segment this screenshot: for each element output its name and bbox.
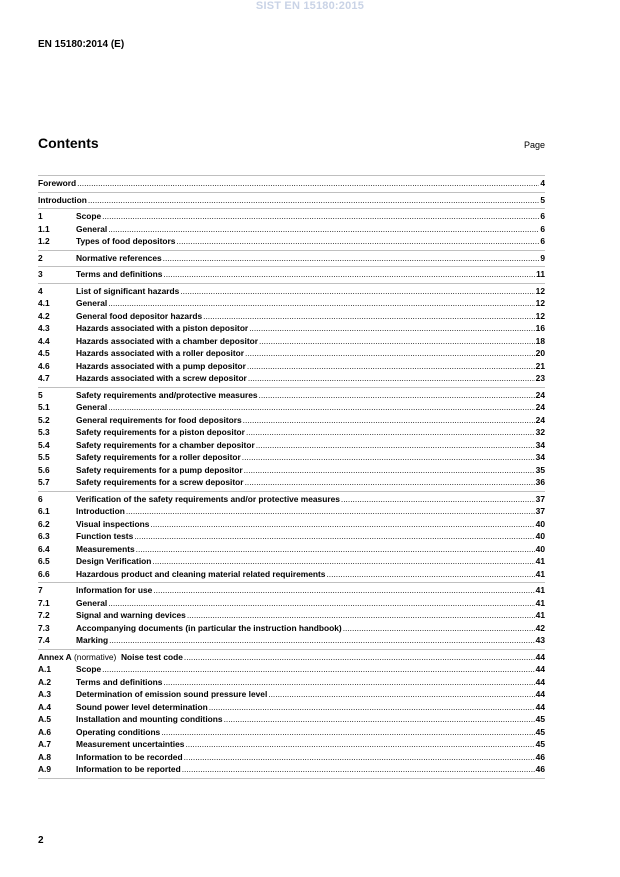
toc-leader-dots [102,210,539,223]
toc-leader-dots [341,493,535,506]
toc-leader-dots [243,414,535,427]
toc-entry-label [38,651,183,664]
toc-entry-label [76,555,151,568]
toc-leader-dots [184,651,535,664]
toc-leader-dots [248,372,535,385]
toc-entry-label-text: General [76,298,108,308]
toc-entry[interactable] [38,310,545,323]
toc-entry[interactable] [38,285,545,298]
toc-entry-number: A.9 [38,764,52,774]
toc-entry[interactable] [38,322,545,335]
toc-entry[interactable] [38,518,545,531]
toc-group [38,284,545,388]
toc-entry[interactable] [38,663,545,676]
toc-entry-label [76,414,242,427]
toc-entry[interactable] [38,360,545,373]
toc-entry-page: 44 [535,701,545,712]
toc-entry-label-text: Hazards associated with a pump depositor [76,360,246,371]
toc-entry-page: 45 [535,739,545,749]
toc-entry-label [76,252,162,265]
toc-entry-label [76,223,107,236]
toc-entry-page: 23 [535,373,545,383]
toc-entry-page: 12 [535,310,545,321]
toc-entry-label-text: Hazards associated with a piston depositor [76,323,249,333]
toc-entry-page: 16 [535,323,545,333]
toc-entry-label-text: Function tests [76,531,134,541]
toc-entry-label [76,372,247,385]
toc-entry-label-text: Scope [76,664,102,674]
document-id: EN 15180:2014 (E) [38,39,125,50]
toc-entry[interactable] [38,476,545,489]
toc-entry-label [76,597,107,610]
toc-leader-dots [108,297,534,310]
toc-entry-label [76,676,162,689]
toc-entry-page: 40 [535,531,545,541]
toc-entry-number: 6.2 [38,518,50,529]
toc-entry-number: 1.2 [38,236,50,246]
toc-entry-number: 5.5 [38,452,50,462]
toc-entry[interactable] [38,297,545,310]
toc-entry[interactable] [38,713,545,726]
toc-leader-dots [259,389,535,402]
toc-entry-label-suffix: Noise test code [116,651,183,662]
toc-entry[interactable] [38,634,545,647]
page-title: Contents [38,135,99,151]
toc-entry-page: 24 [535,402,545,412]
toc-entry-number: A.3 [38,689,52,699]
toc-entry-number: 4.3 [38,323,50,333]
toc-entry-label [76,347,244,360]
toc-entry[interactable] [38,372,545,385]
toc-entry-label [76,738,184,751]
toc-entry[interactable] [38,622,545,635]
toc-entry-label-text: Measurement uncertainties [76,739,185,749]
toc-entry[interactable] [38,688,545,701]
toc-entry-label-text: Annex A [38,651,72,662]
toc-leader-dots [242,451,535,464]
toc-entry-label-text: Normative references [76,252,162,263]
toc-entry-number: 4.1 [38,298,50,308]
toc-entry-label [76,439,255,452]
toc-entry-number: 7 [38,585,43,595]
toc-entry-page: 36 [535,477,545,487]
toc-leader-dots [249,322,534,335]
toc-entry-page: 44 [535,676,545,687]
toc-entry-number: 6.3 [38,531,50,541]
toc-entry[interactable] [38,738,545,751]
toc-entry[interactable] [38,543,545,556]
toc-entry-page: 41 [535,610,545,620]
toc-entry-label [76,464,243,477]
toc-leader-dots [109,634,535,647]
toc-entry-page: 11 [536,269,545,279]
toc-entry-label-text: Visual inspections [76,518,150,529]
toc-leader-dots [102,663,535,676]
toc-entry-label [76,389,258,402]
toc-entry[interactable] [38,235,545,248]
toc-leader-dots [108,401,534,414]
toc-group [38,583,545,650]
toc-entry-page: 41 [535,597,545,608]
toc-leader-dots [163,268,535,281]
toc-entry-page: 40 [535,543,545,554]
page-number: 2 [38,835,44,846]
toc-entry-label [38,194,87,207]
toc-entry-page: 46 [535,764,545,774]
toc-entry-number: A.1 [38,664,52,674]
toc-entry-page: 42 [535,622,545,633]
toc-entry-label [76,210,101,223]
toc-entry-label-text: Hazards associated with a chamber depositor [76,335,258,346]
toc-entry[interactable] [38,763,545,776]
toc-entry[interactable] [38,414,545,427]
toc-entry-label [76,476,244,489]
toc-entry-label-text: General food depositor hazards [76,310,203,321]
toc-entry-label [76,634,108,647]
toc-entry-number: 6.6 [38,568,50,579]
toc-entry-label [76,584,152,597]
toc-entry-label [76,701,208,714]
toc-leader-dots [182,763,535,776]
toc-entry-number: A.7 [38,739,52,749]
toc-entry-label [76,493,340,506]
toc-entry[interactable] [38,451,545,464]
toc-entry-number: 2 [38,252,43,263]
toc-entry-number: 7.4 [38,635,50,645]
toc-entry-label-text: Introduction [76,506,125,516]
toc-group [38,251,545,268]
toc-entry-label [76,335,258,348]
toc-entry[interactable] [38,389,545,402]
toc-entry-number: A.4 [38,701,52,712]
toc-entry[interactable] [38,177,545,190]
toc-entry-label-text: Verification of the safety requirements and/or protective measures [76,493,340,504]
toc-entry-label [76,297,107,310]
toc-entry-label-text: Hazards associated with a roller depositor [76,348,245,358]
toc-entry-number: 6.1 [38,506,50,516]
toc-leader-dots [108,223,539,236]
toc-entry-label-text: Safety requirements for a roller depositor [76,452,241,462]
toc-entry-number: 1 [38,211,43,221]
toc-entry-number: 5.4 [38,439,50,450]
toc-entry-page: 45 [535,714,545,724]
toc-entry-number: A.8 [38,751,52,762]
toc-entry[interactable] [38,584,545,597]
toc-entry-page: 24 [535,414,545,425]
toc-entry[interactable] [38,252,545,265]
toc-entry-label [76,322,248,335]
toc-entry-number: A.6 [38,726,52,737]
toc-entry-number: 7.2 [38,610,50,620]
toc-entry-page: 21 [535,360,545,371]
toc-group [38,193,545,210]
toc-entry-label-qualifier: (normative) [71,651,117,662]
toc-entry-page: 34 [535,439,545,450]
toc-entry-page: 32 [535,427,545,437]
toc-entry-page: 34 [535,452,545,462]
toc-entry-number: 5.7 [38,477,50,487]
toc-entry-label-text: Accompanying documents (in particular the instruction handbook) [76,622,342,633]
toc-entry-number: 6 [38,493,43,504]
toc-entry-page: 9 [540,252,545,263]
toc-entry[interactable] [38,568,545,581]
toc-entry-label [76,235,175,248]
toc-entry-label [76,663,101,676]
toc-entry-label-text: General [76,223,108,234]
toc-entry-number: 6.4 [38,543,50,554]
toc-entry-label [76,609,186,622]
toc-entry[interactable] [38,426,545,439]
toc-entry-page: 40 [535,518,545,529]
toc-entry-page: 24 [535,389,545,400]
toc-entry[interactable] [38,597,545,610]
toc-entry-label-text: Hazardous product and cleaning material related requirements [76,568,326,579]
toc-entry[interactable] [38,701,545,714]
toc-entry-page: 46 [535,751,545,762]
toc-entry-label-text: Design Verification [76,556,152,566]
toc-entry[interactable] [38,505,545,518]
toc-entry-page: 43 [535,635,545,645]
toc-entry-label-text: General requirements for food depositors [76,414,242,425]
toc-leader-dots [150,518,534,531]
toc-leader-dots [77,177,539,190]
toc-entry-number: 5.1 [38,402,50,412]
toc-leader-dots [108,597,534,610]
toc-entry-label [76,401,107,414]
toc-entry-page: 44 [535,664,545,674]
toc-entry[interactable] [38,726,545,739]
toc-entry[interactable] [38,751,545,764]
toc-leader-dots [203,310,535,323]
toc-leader-dots [176,235,539,248]
toc-entry[interactable] [38,676,545,689]
toc-entry[interactable] [38,335,545,348]
toc-leader-dots [152,555,534,568]
toc-leader-dots [185,738,534,751]
toc-entry[interactable] [38,401,545,414]
toc-entry-label-text: List of significant hazards [76,285,180,296]
toc-entry-label-text: Safety requirements for a screw depositor [76,477,244,487]
toc-entry-page: 44 [535,689,545,699]
toc-entry-page: 6 [540,236,545,246]
toc-leader-dots [256,439,535,452]
toc-entry-number: 5.2 [38,414,50,425]
watermark: SIST EN 15180:2015 [255,0,365,12]
toc-entry-page: 41 [535,556,545,566]
toc-entry-label-text: Introduction [38,194,87,205]
toc-entry-label [76,763,181,776]
toc-entry-label-text: Marking [76,635,109,645]
toc-leader-dots [153,584,534,597]
toc-entry-label-text: Hazards associated with a screw depositor [76,373,247,383]
toc-entry-label [76,268,162,281]
toc-leader-dots [161,726,534,739]
toc-entry-number: A.2 [38,676,52,687]
toc-leader-dots [224,713,535,726]
toc-entry-label [76,426,245,439]
toc-entry[interactable] [38,555,545,568]
toc-leader-dots [343,622,535,635]
toc-entry-label-text: Operating conditions [76,726,161,737]
toc-leader-dots [244,464,535,477]
toc-entry-label-text: Scope [76,211,102,221]
toc-entry-label-text: Terms and definitions [76,269,163,279]
toc-entry-label-text: Safety requirements for a chamber depositor [76,439,255,450]
toc-entry-page: 44 [535,651,545,662]
toc-entry-label [76,530,133,543]
toc-entry[interactable] [38,194,545,207]
toc-entry[interactable] [38,210,545,223]
toc-entry-number: A.5 [38,714,52,724]
toc-entry-label-text: Installation and mounting conditions [76,714,223,724]
toc-group [38,175,545,193]
toc-entry-number: 6.5 [38,556,50,566]
toc-entry-label-text: Measurements [76,543,135,554]
toc-entry-page: 18 [535,335,545,346]
toc-leader-dots [136,543,535,556]
toc-entry-label-text: Information to be recorded [76,751,183,762]
toc-entry-page: 5 [540,194,545,205]
toc-leader-dots [184,751,535,764]
toc-entry-label-text: Safety requirements for a piston depositor [76,427,245,437]
toc-leader-dots [246,426,535,439]
toc-entry-label-text: Foreword [38,178,77,188]
toc-leader-dots [163,676,534,689]
toc-leader-dots [326,568,534,581]
toc-entry-number: 4 [38,285,43,296]
toc-entry[interactable] [38,530,545,543]
toc-entry-number: 3 [38,269,43,279]
toc-entry-number: 5.3 [38,427,50,437]
toc-entry-label [76,568,325,581]
toc-group [38,267,545,284]
toc-entry-number: 4.7 [38,373,50,383]
toc-entry-label-text: Types of food depositors [76,236,176,246]
toc-entry-label-text: Safety requirements for a pump depositor [76,464,243,475]
toc-group [38,388,545,492]
toc-entry[interactable] [38,651,545,664]
toc-entry-label-text: Terms and definitions [76,676,163,687]
toc-entry-page: 6 [540,223,545,234]
toc-leader-dots [245,347,535,360]
toc-entry[interactable] [38,223,545,236]
toc-entry-number: 4.5 [38,348,50,358]
toc-entry-label-text: Information to be reported [76,764,181,774]
toc-entry[interactable] [38,493,545,506]
toc-entry-label [76,451,241,464]
toc-entry-page: 37 [535,506,545,516]
toc-entry-label [76,285,179,298]
toc-entry[interactable] [38,347,545,360]
toc-group [38,492,545,584]
toc-leader-dots [209,701,535,714]
toc-entry-label [76,518,149,531]
toc-entry-label-text: Safety requirements and/protective measures [76,389,258,400]
toc-leader-dots [134,530,534,543]
toc-entry-label [76,505,125,518]
toc-entry-label [76,543,135,556]
toc-entry-label [76,688,267,701]
toc-entry-page: 6 [540,211,545,221]
toc-leader-dots [259,335,535,348]
toc-leader-dots [88,194,539,207]
toc-entry-page: 45 [535,726,545,737]
toc-entry-label-text: Information for use [76,585,153,595]
toc-leader-dots [268,688,534,701]
toc-entry-number: 4.4 [38,335,50,346]
toc-entry-number: 4.2 [38,310,50,321]
toc-entry-number: 4.6 [38,360,50,371]
toc-entry-page: 12 [535,285,545,296]
toc-entry-label [76,622,342,635]
toc-entry-label [76,726,160,739]
toc-entry-label [76,751,183,764]
toc-entry-page: 12 [535,298,545,308]
toc-entry-number: 5 [38,389,43,400]
toc-entry-label-text: Signal and warning devices [76,610,186,620]
toc-leader-dots [187,609,535,622]
table-of-contents [38,175,545,779]
toc-leader-dots [180,285,534,298]
toc-entry-page: 20 [535,348,545,358]
toc-entry-number: 1.1 [38,223,50,234]
toc-entry-label-text: General [76,597,108,608]
toc-entry-label [38,177,76,190]
toc-entry-label-text: General [76,402,108,412]
toc-entry-label-text: Determination of emission sound pressure level [76,689,268,699]
toc-entry-number: 7.3 [38,622,50,633]
toc-entry-label [76,360,246,373]
toc-entry-page: 41 [535,585,545,595]
toc-leader-dots [247,360,535,373]
toc-leader-dots [126,505,535,518]
toc-leader-dots [163,252,540,265]
toc-group [38,209,545,251]
toc-entry-page: 41 [535,568,545,579]
toc-entry[interactable] [38,268,545,281]
toc-group [38,650,545,779]
toc-leader-dots [245,476,535,489]
toc-entry-page: 35 [535,464,545,475]
toc-entry-label-text: Sound power level determination [76,701,208,712]
page-column-header: Page [523,140,545,150]
toc-entry-page: 37 [535,493,545,504]
toc-entry-page: 4 [540,178,545,188]
toc-entry-number: 5.6 [38,464,50,475]
toc-entry-number: 7.1 [38,597,50,608]
toc-entry[interactable] [38,464,545,477]
toc-entry-label [76,713,223,726]
toc-entry-label [76,310,202,323]
toc-entry[interactable] [38,609,545,622]
toc-entry[interactable] [38,439,545,452]
